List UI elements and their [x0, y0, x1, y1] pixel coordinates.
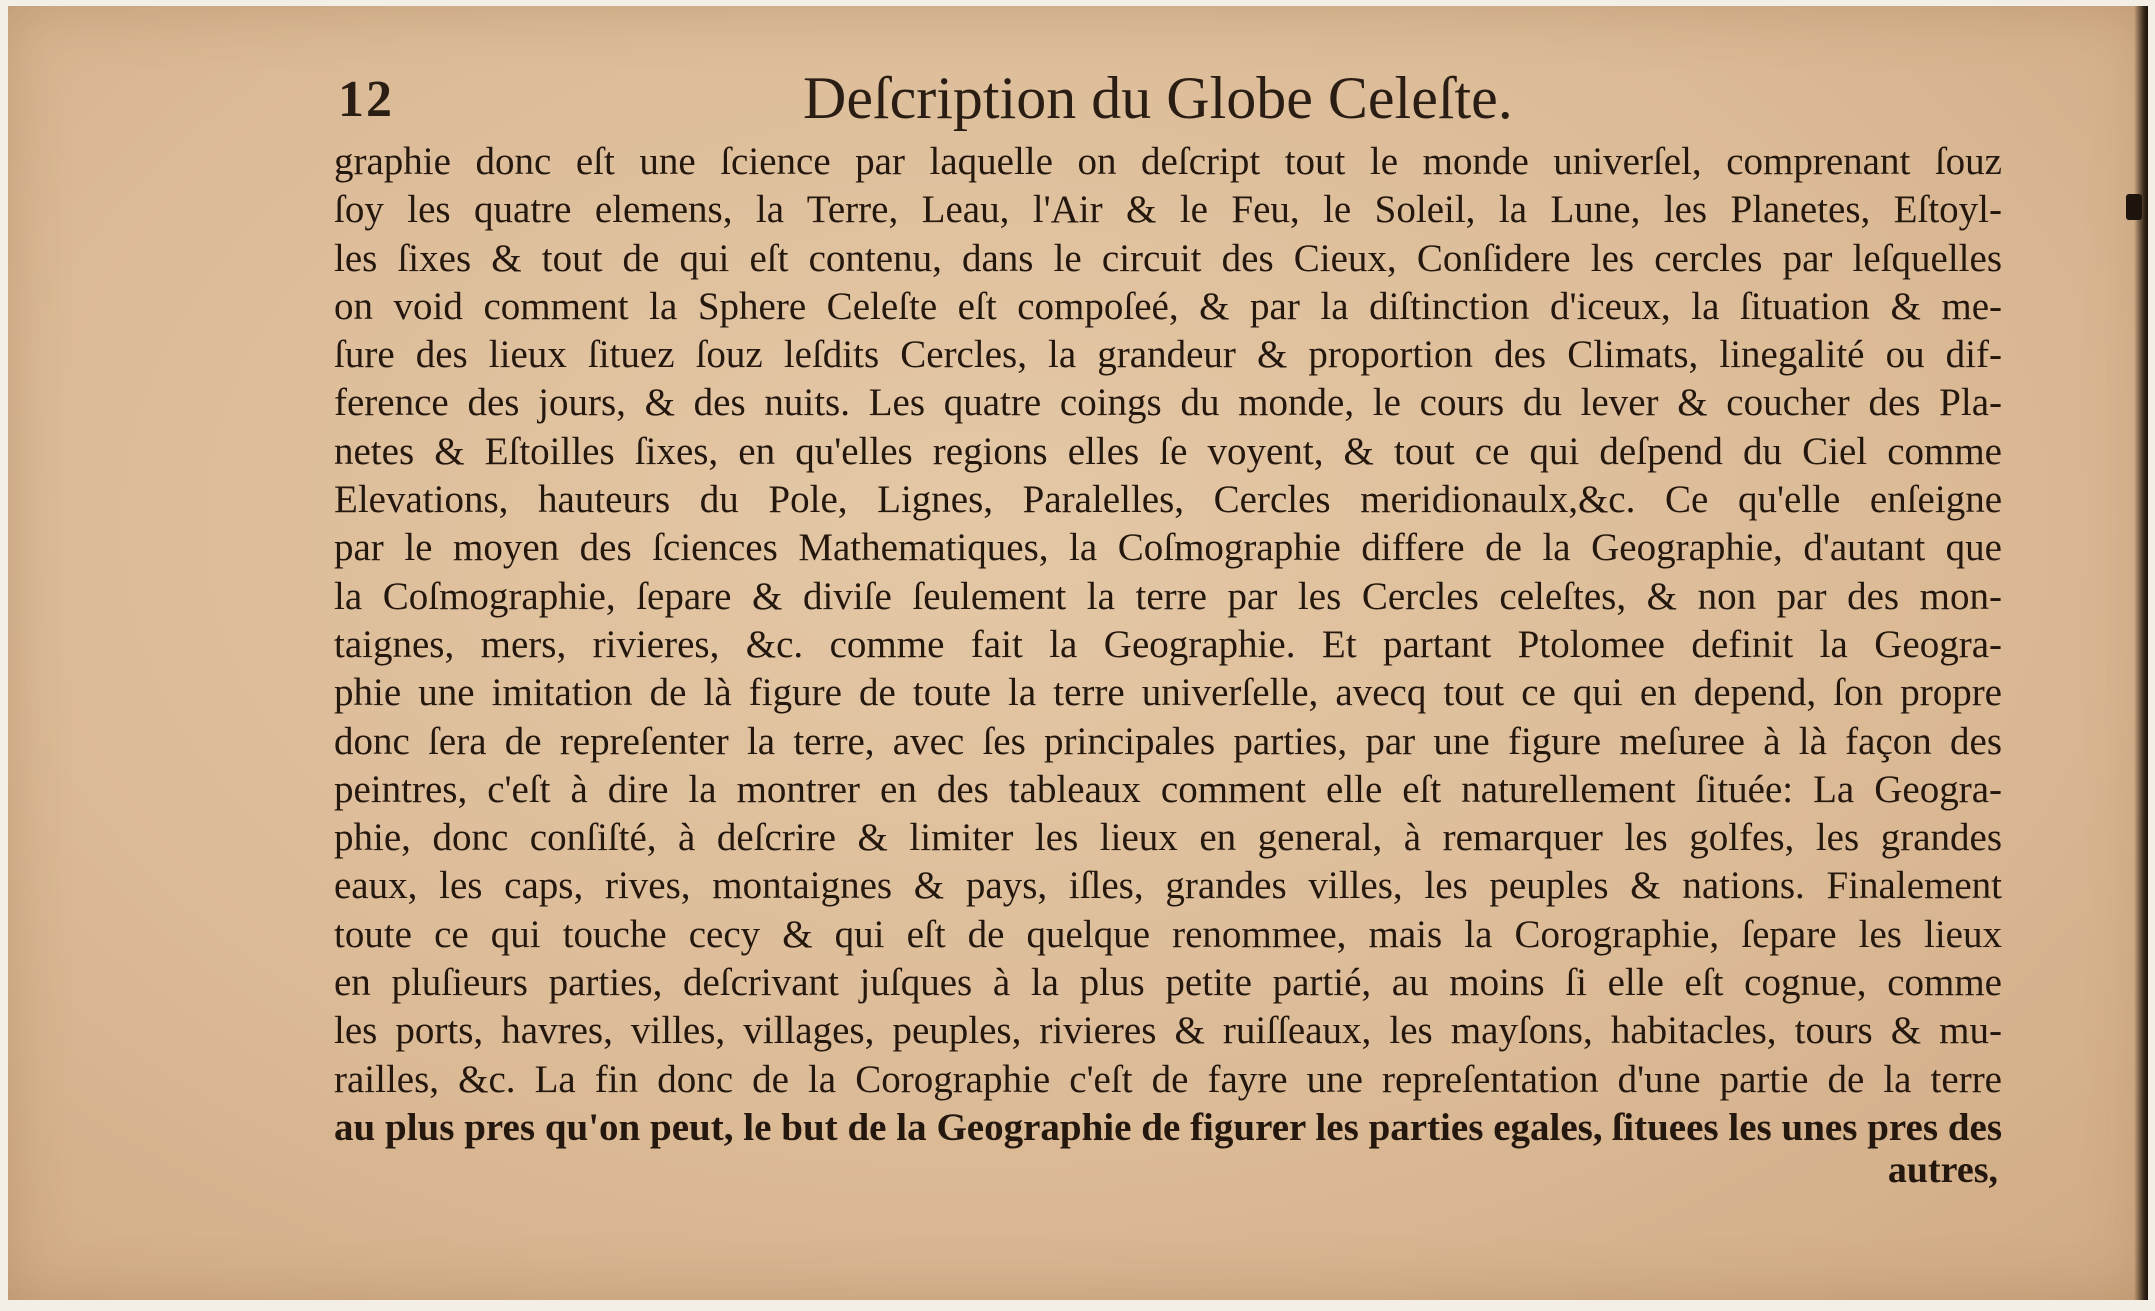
text-line: eaux, les caps, rives, montaignes & pays, iſles, grandes villes, les peuples & nations. Finalement	[334, 864, 2002, 908]
text-line: railles, &c. La fin donc de la Corographie c'eſt de fayre une repreſentation d'une partie de la terre	[334, 1057, 2002, 1101]
text-line: netes & Eſtoilles ſixes, en qu'elles regions elles ſe voyent, & tout ce qui deſpend du Ciel comme	[334, 429, 2002, 473]
text-line: les ports, havres, villes, villages, peuples, rivieres & ruiſſeaux, les mayſons, habitacles, tours & mu-	[334, 1009, 2002, 1053]
page-number: 12	[338, 71, 394, 128]
catchword: autres,	[1887, 1149, 1998, 1191]
text-line: la Coſmographie, ſepare & diviſe ſeulement la terre par les Cercles celeſtes, & non par des mon-	[334, 574, 2002, 618]
text-line: phie, donc conſiſté, à deſcrire & limiter les lieux en general, à remarquer les golfes, les grandes	[334, 816, 2002, 860]
text-line: en pluſieurs parties, deſcrivant juſques à la plus petite partié, au moins ſi elle eſt cognue, comme	[334, 961, 2002, 1005]
text-line: au plus pres qu'on peut, le but de la Geographie de figurer les parties egales, ſituees les unes pres des	[334, 1105, 2002, 1149]
running-title: Deſcription du Globe Celeſte.	[803, 65, 1513, 131]
text-line: peintres, c'eſt à dire la montrer en des tableaux comment elle eſt naturellement ſituée: La Geogra-	[334, 767, 2002, 811]
text-line: donc ſera de repreſenter la terre, avec ſes principales parties, par une figure meſuree à là façon des	[334, 719, 2002, 763]
text-line: Elevations, hauteurs du Pole, Lignes, Paralelles, Cercles meridionaulx,&c. Ce qu'elle enſeigne	[334, 478, 2002, 522]
book-page	[8, 6, 2148, 1300]
text-line: ſoy les quatre elemens, la Terre, Leau, l'Air & le Feu, le Soleil, la Lune, les Planetes, Eſtoyl-	[334, 188, 2002, 232]
text-line: on void comment la Sphere Celeſte eſt compoſeé, & par la diſtinction d'iceux, la ſituation & me-	[334, 284, 2002, 328]
text-line: par le moyen des ſciences Mathematiques, la Coſmographie differe de la Geographie, d'autant que	[334, 526, 2002, 570]
text-line: phie une imitation de là figure de toute la terre univerſelle, avecq tout ce qui en depend, ſon propre	[334, 671, 2002, 715]
text-line: graphie donc eſt une ſcience par laquelle on deſcript tout le monde univerſel, comprenant ſouz	[334, 140, 2002, 183]
text-line: toute ce qui touche cecy & qui eſt de quelque renommee, mais la Corographie, ſepare les lieux	[334, 912, 2002, 956]
body-text	[334, 138, 2002, 1152]
text-line: ſure des lieux ſituez ſouz leſdits Cercles, la grandeur & proportion des Climats, linegalité ou dif-	[334, 333, 2002, 377]
page-edge-mark	[2126, 194, 2142, 220]
page-header	[8, 64, 2148, 134]
text-line: ference des jours, & des nuits. Les quatre coings du monde, le cours du lever & coucher des Pla-	[334, 381, 2002, 425]
text-line: les ſixes & tout de qui eſt contenu, dans le circuit des Cieux, Conſidere les cercles par leſquelles	[334, 236, 2002, 280]
text-line: taignes, mers, rivieres, &c. comme fait la Geographie. Et partant Ptolomee definit la Geogra-	[334, 622, 2002, 666]
